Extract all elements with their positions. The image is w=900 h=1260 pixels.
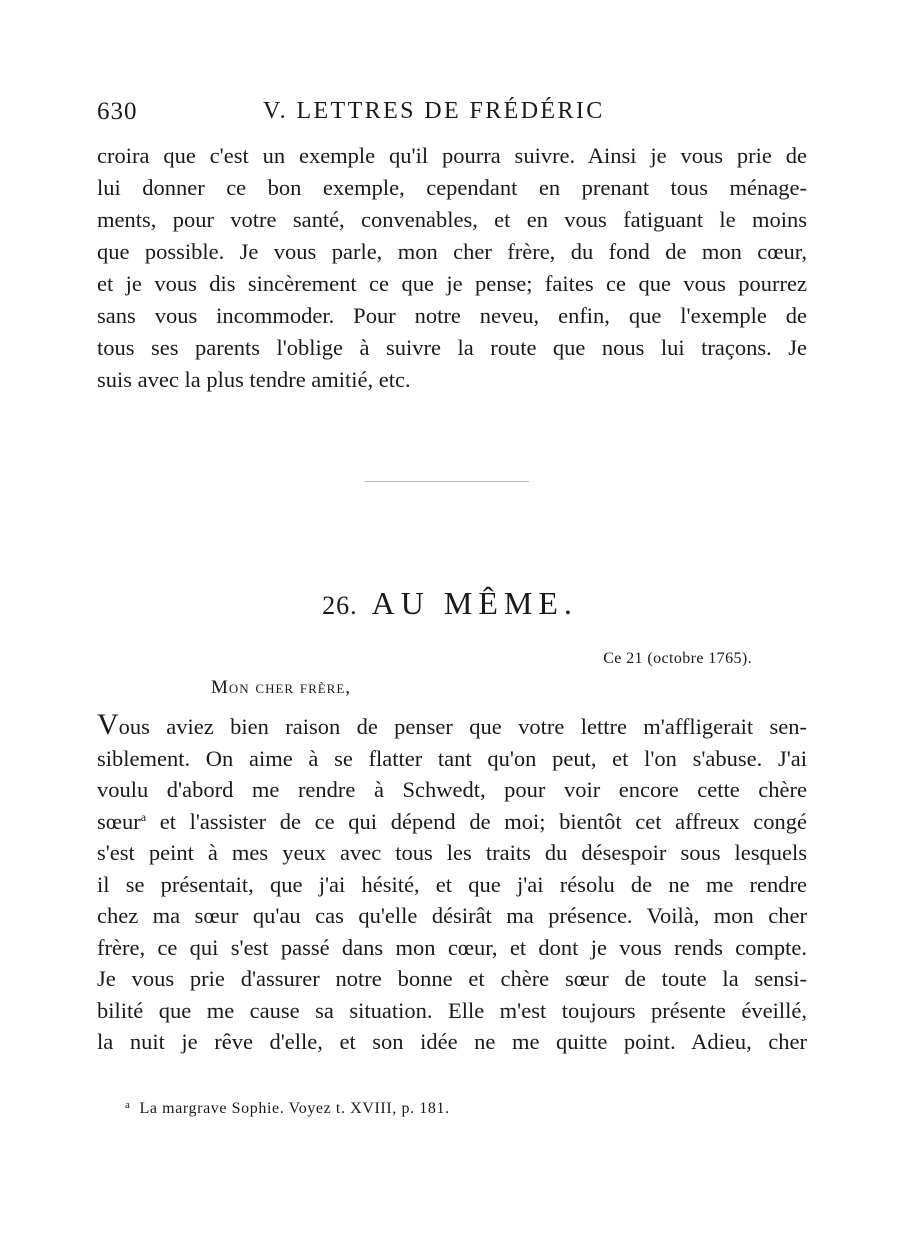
- letter-body: [97, 711, 807, 1058]
- letter-heading: [0, 585, 900, 622]
- paragraph-top: [97, 140, 807, 396]
- footnote-text: La margrave Sophie. Voyez t. XVIII, p. 181.: [139, 1100, 450, 1117]
- text-line: la nuit je rêve d'elle, et son idée ne me quitte point. Adieu, cher: [97, 1029, 807, 1054]
- text-line: bilité que me cause sa situation. Elle m'est toujours présente éveillé,: [97, 997, 807, 1023]
- letter-number: 26.: [322, 591, 358, 620]
- text-line: tous ses parents l'oblige à suivre la route que nous lui traçons. Je: [97, 335, 807, 360]
- text-line: voulu d'abord me rendre à Schwedt, pour voir encore cette chère: [97, 777, 807, 802]
- text-line: et je vous dis sincèrement ce que je pense; faites ce que vous pourrez: [97, 271, 807, 296]
- letter-salutation: Mon cher frère,: [211, 677, 352, 698]
- letter-dateline: Ce 21 (octobre 1765).: [603, 650, 752, 667]
- page-number: 630: [97, 98, 138, 125]
- text-line: ments, pour votre santé, convenables, et en vous fatiguant le moins: [97, 207, 807, 232]
- initial-letter: V: [97, 711, 119, 741]
- running-head: [97, 98, 807, 132]
- text-line: sœur$^a$ et l'assister de ce qui dépend de moi; bientôt cet affreux congé: [97, 808, 807, 834]
- text-line: chez ma sœur qu'au cas qu'elle désirât ma présence. Voilà, mon cher: [97, 903, 807, 928]
- footnote-mark: a: [125, 1099, 131, 1111]
- section-separator: [365, 481, 529, 482]
- text-line: sans vous incommoder. Pour notre neveu, enfin, que l'exemple de: [97, 303, 807, 328]
- text-line: que possible. Je vous parle, mon cher frère, du fond de mon cœur,: [97, 239, 807, 264]
- footnote: [125, 1099, 450, 1118]
- text-line: s'est peint à mes yeux avec tous les traits du désespoir sous lesquels: [97, 840, 807, 865]
- text-line: croira que c'est un exemple qu'il pourra suivre. Ainsi je vous prie de: [97, 143, 807, 168]
- text-line: siblement. On aime à se flatter tant qu'on peut, et l'on s'abuse. J'ai: [97, 745, 807, 771]
- text-line: Vous aviez bien raison de penser que votre lettre m'affligerait sen-: [97, 711, 807, 743]
- running-title: V. LETTRES DE FRÉDÉRIC: [263, 98, 605, 124]
- text-line: suis avec la plus tendre amitié, etc.: [97, 367, 411, 392]
- text-line: il se présentait, que j'ai hésité, et que j'ai résolu de ne me rendre: [97, 871, 807, 897]
- text-line: Je vous prie d'assurer notre bonne et chère sœur de toute la sensi-: [97, 966, 807, 991]
- letter-title: AU MÊME.: [371, 585, 578, 621]
- text-line: frère, ce qui s'est passé dans mon cœur, et dont je vous rends compte.: [97, 934, 807, 960]
- text-line: lui donner ce bon exemple, cependant en prenant tous ménage-: [97, 175, 807, 200]
- footnote-reference: a: [140, 809, 147, 824]
